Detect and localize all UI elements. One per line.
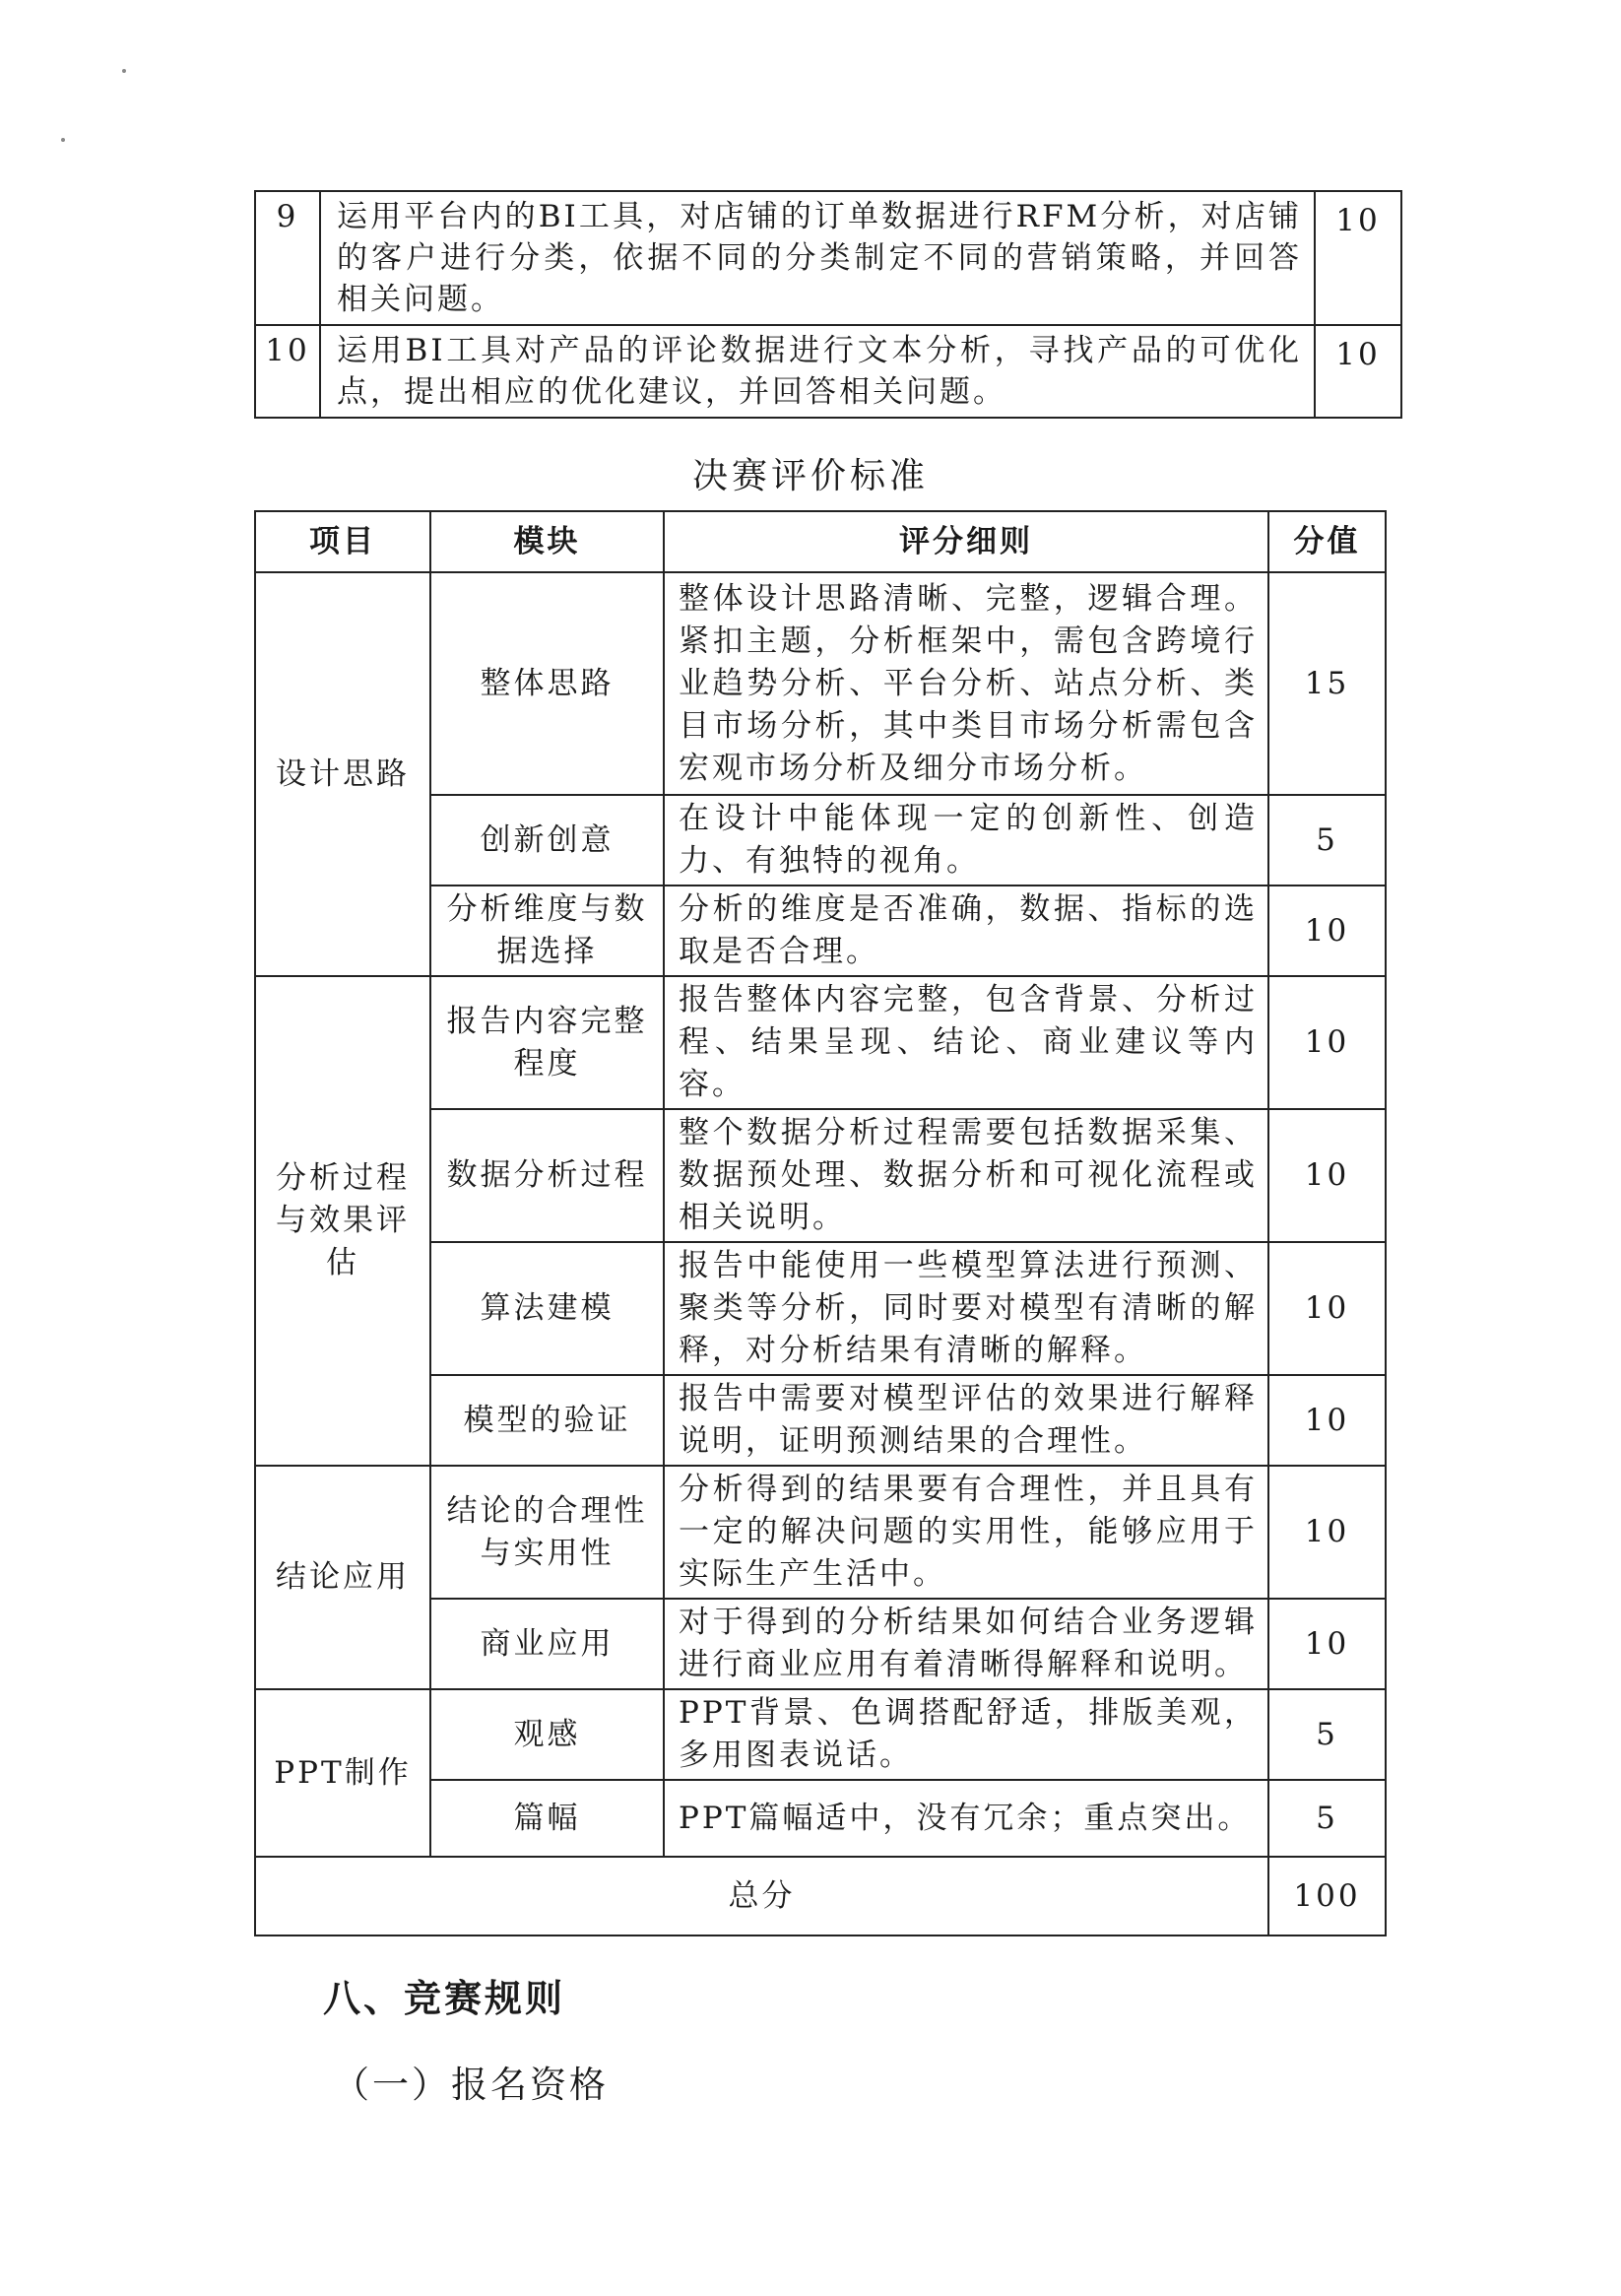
- detail-cell: 在设计中能体现一定的创新性、创造力、有独特的视角。: [664, 795, 1268, 886]
- header-module: 模块: [430, 511, 664, 572]
- table-row: [255, 325, 1401, 418]
- module-cell: 整体思路: [430, 572, 664, 795]
- score-cell: 10: [1268, 1242, 1386, 1375]
- table-row: [255, 572, 1386, 795]
- section-heading: 八、竞赛规则: [323, 1976, 566, 2020]
- header-rule: 评分细则: [664, 511, 1268, 572]
- module-cell: 观感: [430, 1689, 664, 1780]
- task-score: 10: [1315, 191, 1401, 325]
- score-cell: 5: [1268, 1689, 1386, 1780]
- category-cell: PPT制作: [255, 1689, 430, 1857]
- scan-speck: [122, 69, 126, 73]
- module-cell: 算法建模: [430, 1242, 664, 1375]
- evaluation-table: [254, 510, 1387, 1936]
- total-row: [255, 1857, 1386, 1935]
- score-cell: 10: [1268, 976, 1386, 1109]
- module-cell: 创新创意: [430, 795, 664, 886]
- table-row: [255, 1466, 1386, 1599]
- table-row: [255, 976, 1386, 1109]
- score-cell: 15: [1268, 572, 1386, 795]
- total-score: 100: [1268, 1857, 1386, 1935]
- task-table-continuation: [254, 190, 1402, 419]
- detail-cell: PPT背景、色调搭配舒适，排版美观，多用图表说话。: [664, 1689, 1268, 1780]
- total-label: 总分: [255, 1857, 1268, 1935]
- detail-cell: 对于得到的分析结果如何结合业务逻辑进行商业应用有着清晰得解释和说明。: [664, 1599, 1268, 1689]
- task-description: 运用平台内的BI工具，对店铺的订单数据进行RFM分析，对店铺的客户进行分类，依据不同的分类制定不同的营销策略，并回答相关问题。: [320, 191, 1315, 325]
- detail-cell: 分析得到的结果要有合理性，并且具有一定的解决问题的实用性，能够应用于实际生产生活中。: [664, 1466, 1268, 1599]
- category-cell: 设计思路: [255, 572, 430, 976]
- task-number: 9: [255, 191, 320, 325]
- detail-cell: 报告中需要对模型评估的效果进行解释说明，证明预测结果的合理性。: [664, 1375, 1268, 1466]
- detail-cell: 整体设计思路清晰、完整，逻辑合理。紧扣主题，分析框架中，需包含跨境行业趋势分析、平台分析、站点分析、类目市场分析，其中类目市场分析需包含宏观市场分析及细分市场分析。: [664, 572, 1268, 795]
- category-cell: 分析过程与效果评估: [255, 976, 430, 1466]
- table-title: 决赛评价标准: [691, 456, 929, 496]
- score-cell: 10: [1268, 1599, 1386, 1689]
- score-cell: 10: [1268, 1466, 1386, 1599]
- module-cell: 篇幅: [430, 1780, 664, 1857]
- module-cell: 模型的验证: [430, 1375, 664, 1466]
- score-cell: 10: [1268, 1109, 1386, 1242]
- detail-cell: 报告整体内容完整，包含背景、分析过程、结果呈现、结论、商业建议等内容。: [664, 976, 1268, 1109]
- table-header-row: [255, 511, 1386, 572]
- detail-cell: PPT篇幅适中，没有冗余；重点突出。: [664, 1780, 1268, 1857]
- score-cell: 10: [1268, 886, 1386, 976]
- module-cell: 商业应用: [430, 1599, 664, 1689]
- score-cell: 5: [1268, 795, 1386, 886]
- subsection-heading: （一）报名资格: [333, 2064, 609, 2106]
- table-row: [255, 1689, 1386, 1780]
- detail-cell: 整个数据分析过程需要包括数据采集、数据预处理、数据分析和可视化流程或相关说明。: [664, 1109, 1268, 1242]
- header-item: 项目: [255, 511, 430, 572]
- table-row: [255, 191, 1401, 325]
- task-number: 10: [255, 325, 320, 418]
- module-cell: 报告内容完整程度: [430, 976, 664, 1109]
- task-score: 10: [1315, 325, 1401, 418]
- score-cell: 10: [1268, 1375, 1386, 1466]
- module-cell: 数据分析过程: [430, 1109, 664, 1242]
- score-cell: 5: [1268, 1780, 1386, 1857]
- category-cell: 结论应用: [255, 1466, 430, 1689]
- module-cell: 分析维度与数据选择: [430, 886, 664, 976]
- detail-cell: 报告中能使用一些模型算法进行预测、聚类等分析，同时要对模型有清晰的解释，对分析结果有清晰的解释。: [664, 1242, 1268, 1375]
- module-cell: 结论的合理性与实用性: [430, 1466, 664, 1599]
- scan-speck: [61, 138, 65, 142]
- task-description: 运用BI工具对产品的评论数据进行文本分析，寻找产品的可优化点，提出相应的优化建议，并回答相关问题。: [320, 325, 1315, 418]
- header-score: 分值: [1268, 511, 1386, 572]
- detail-cell: 分析的维度是否准确，数据、指标的选取是否合理。: [664, 886, 1268, 976]
